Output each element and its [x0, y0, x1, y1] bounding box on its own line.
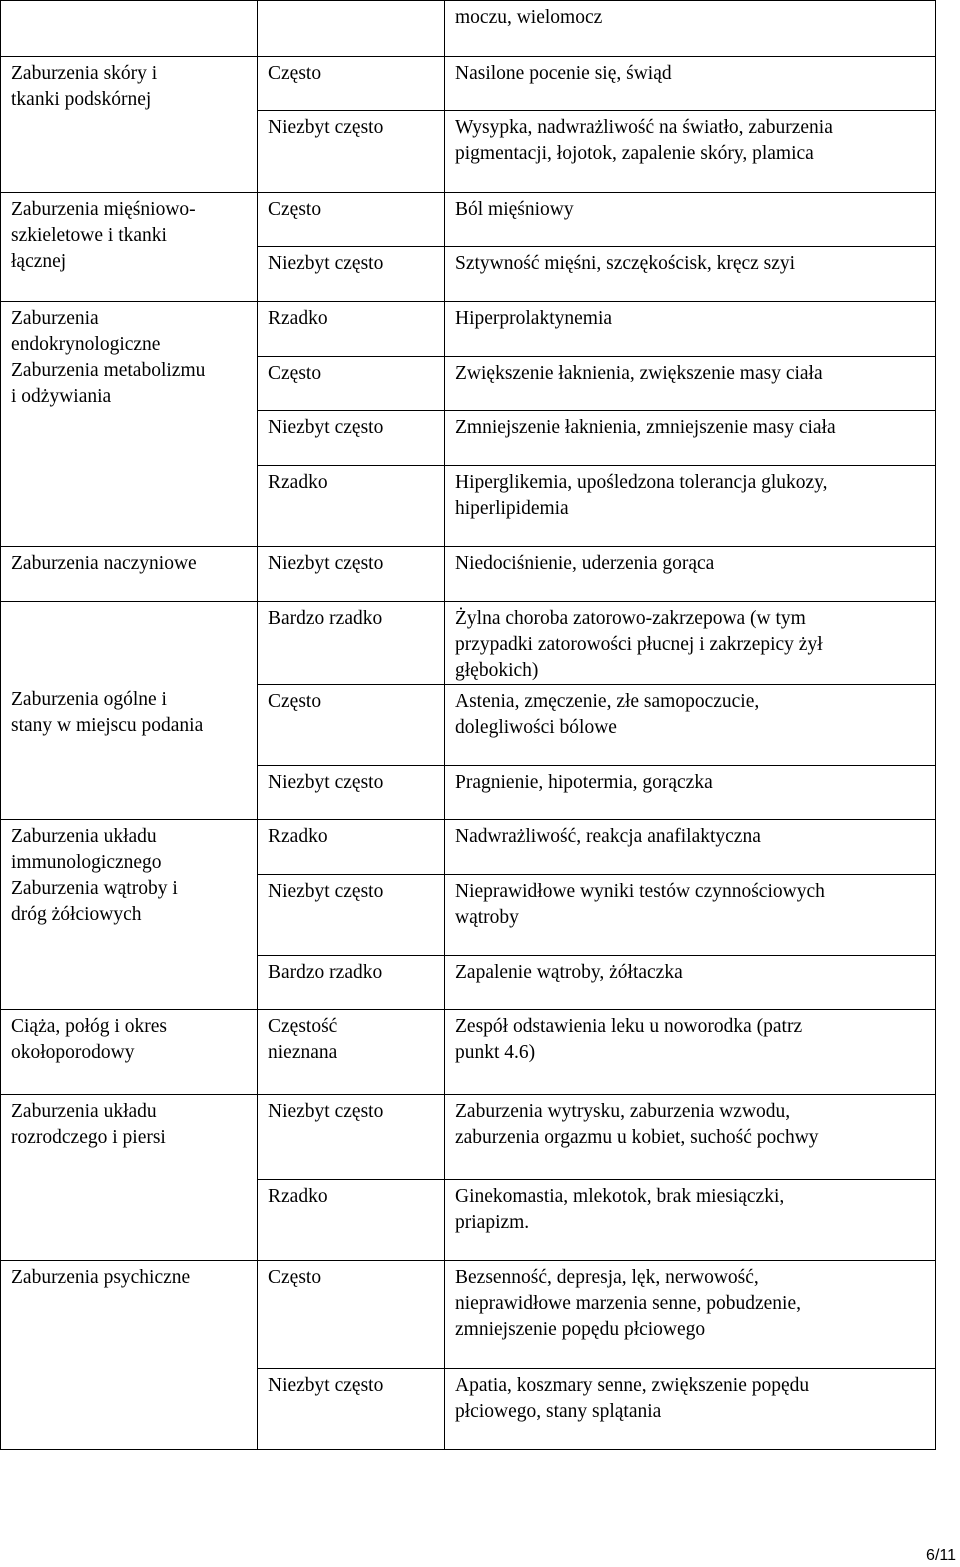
organ-class-cell: Zaburzenia naczyniowe [1, 547, 258, 602]
table-row [1, 57, 936, 111]
frequency-cell: Częstość nieznana [258, 1010, 445, 1095]
adverse-effect-cell: Sztywność mięśni, szczękościsk, kręcz szyi [445, 247, 936, 302]
organ-class-cell: Zaburzenia ogólne i stany w miejscu podania [1, 602, 258, 820]
frequency-cell: Niezbyt często [258, 1369, 445, 1450]
frequency-cell: Często [258, 685, 445, 766]
table-row [1, 193, 936, 247]
adverse-effect-cell: Bezsenność, depresja, lęk, nerwowość, nieprawidłowe marzenia senne, pobudzenie, zmniejszenie popędu płciowego [445, 1261, 936, 1369]
organ-class-metabolism: Zaburzenia metabolizmu i odżywiania [11, 360, 206, 407]
table-row [1, 1, 936, 57]
frequency-cell: Niezbyt często [258, 411, 445, 466]
frequency-cell: Często [258, 1261, 445, 1369]
adverse-effect-cell: Hiperprolaktynemia [445, 302, 936, 357]
organ-class-cell: Zaburzenia skóry i tkanki podskórnej [1, 57, 258, 193]
frequency-cell: Rzadko [258, 820, 445, 875]
frequency-cell: Bardzo rzadko [258, 602, 445, 685]
frequency-cell: Niezbyt często [258, 547, 445, 602]
adverse-effect-cell: Zapalenie wątroby, żółtaczka [445, 956, 936, 1010]
adverse-effect-cell: Apatia, koszmary senne, zwiększenie popędu płciowego, stany splątania [445, 1369, 936, 1450]
frequency-cell [258, 1, 445, 57]
adverse-effect-cell: Astenia, zmęczenie, złe samopoczucie, dolegliwości bólowe [445, 685, 936, 766]
page-number: 6/11 [926, 1547, 956, 1564]
adverse-effect-cell: Nadwrażliwość, reakcja anafilaktyczna [445, 820, 936, 875]
frequency-cell: Niezbyt często [258, 247, 445, 302]
frequency-cell: Niezbyt często [258, 111, 445, 193]
organ-class-cell: Zaburzenia układu rozrodczego i piersi [1, 1095, 258, 1261]
table-row [1, 302, 936, 357]
adverse-effect-cell: Zmniejszenie łaknienia, zmniejszenie masy ciała [445, 411, 936, 466]
organ-class-cell: Ciąża, połóg i okres okołoporodowy [1, 1010, 258, 1095]
frequency-cell: Bardzo rzadko [258, 956, 445, 1010]
frequency-cell: Często [258, 357, 445, 411]
table-row [1, 1261, 936, 1369]
frequency-cell: Rzadko [258, 302, 445, 357]
frequency-cell: Często [258, 57, 445, 111]
adverse-effect-cell: Nieprawidłowe wyniki testów czynnościowych wątroby [445, 875, 936, 956]
frequency-cell: Niezbyt często [258, 766, 445, 820]
adverse-effect-cell: Niedociśnienie, uderzenia gorąca [445, 547, 936, 602]
frequency-cell: Niezbyt często [258, 1095, 445, 1180]
frequency-cell: Rzadko [258, 1180, 445, 1261]
organ-class-cell [1, 820, 258, 1010]
organ-class-endocrine: Zaburzenia endokrynologiczne [11, 308, 161, 355]
frequency-cell: Często [258, 193, 445, 247]
adverse-effect-cell: Ból mięśniowy [445, 193, 936, 247]
adverse-effect-cell: Zwiększenie łaknienia, zwiększenie masy ciała [445, 357, 936, 411]
organ-class-cell [1, 1, 258, 57]
table-row [1, 820, 936, 875]
adverse-effect-cell: Zaburzenia wytrysku, zaburzenia wzwodu, zaburzenia orgazmu u kobiet, suchość pochwy [445, 1095, 936, 1180]
adverse-effect-cell: Nasilone pocenie się, świąd [445, 57, 936, 111]
adverse-effect-cell: Wysypka, nadwrażliwość na światło, zaburzenia pigmentacji, łojotok, zapalenie skóry, plamica [445, 111, 936, 193]
organ-class-immune: Zaburzenia układu immunologicznego [11, 826, 162, 873]
frequency-cell: Rzadko [258, 466, 445, 547]
adverse-effect-cell: Hiperglikemia, upośledzona tolerancja glukozy, hiperlipidemia [445, 466, 936, 547]
organ-class-hepatobiliary: Zaburzenia wątroby i dróg żółciowych [11, 878, 178, 925]
organ-class-cell [1, 302, 258, 547]
organ-class-cell: Zaburzenia mięśniowo- szkieletowe i tkanki łącznej [1, 193, 258, 302]
organ-class-cell: Zaburzenia psychiczne [1, 1261, 258, 1450]
table-row [1, 1010, 936, 1095]
table-row [1, 602, 936, 685]
adverse-effect-cell: Żylna choroba zatorowo-zakrzepowa (w tym przypadki zatorowości płucnej i zakrzepicy żył głębokich) [445, 602, 936, 685]
adverse-effect-cell: Zespół odstawienia leku u noworodka (patrz punkt 4.6) [445, 1010, 936, 1095]
adverse-effect-cell: Ginekomastia, mlekotok, brak miesiączki, priapizm. [445, 1180, 936, 1261]
frequency-cell: Niezbyt często [258, 875, 445, 956]
table-row [1, 547, 936, 602]
table-row [1, 1095, 936, 1180]
adverse-effect-cell: moczu, wielomocz [445, 1, 936, 57]
adverse-effect-cell: Pragnienie, hipotermia, gorączka [445, 766, 936, 820]
